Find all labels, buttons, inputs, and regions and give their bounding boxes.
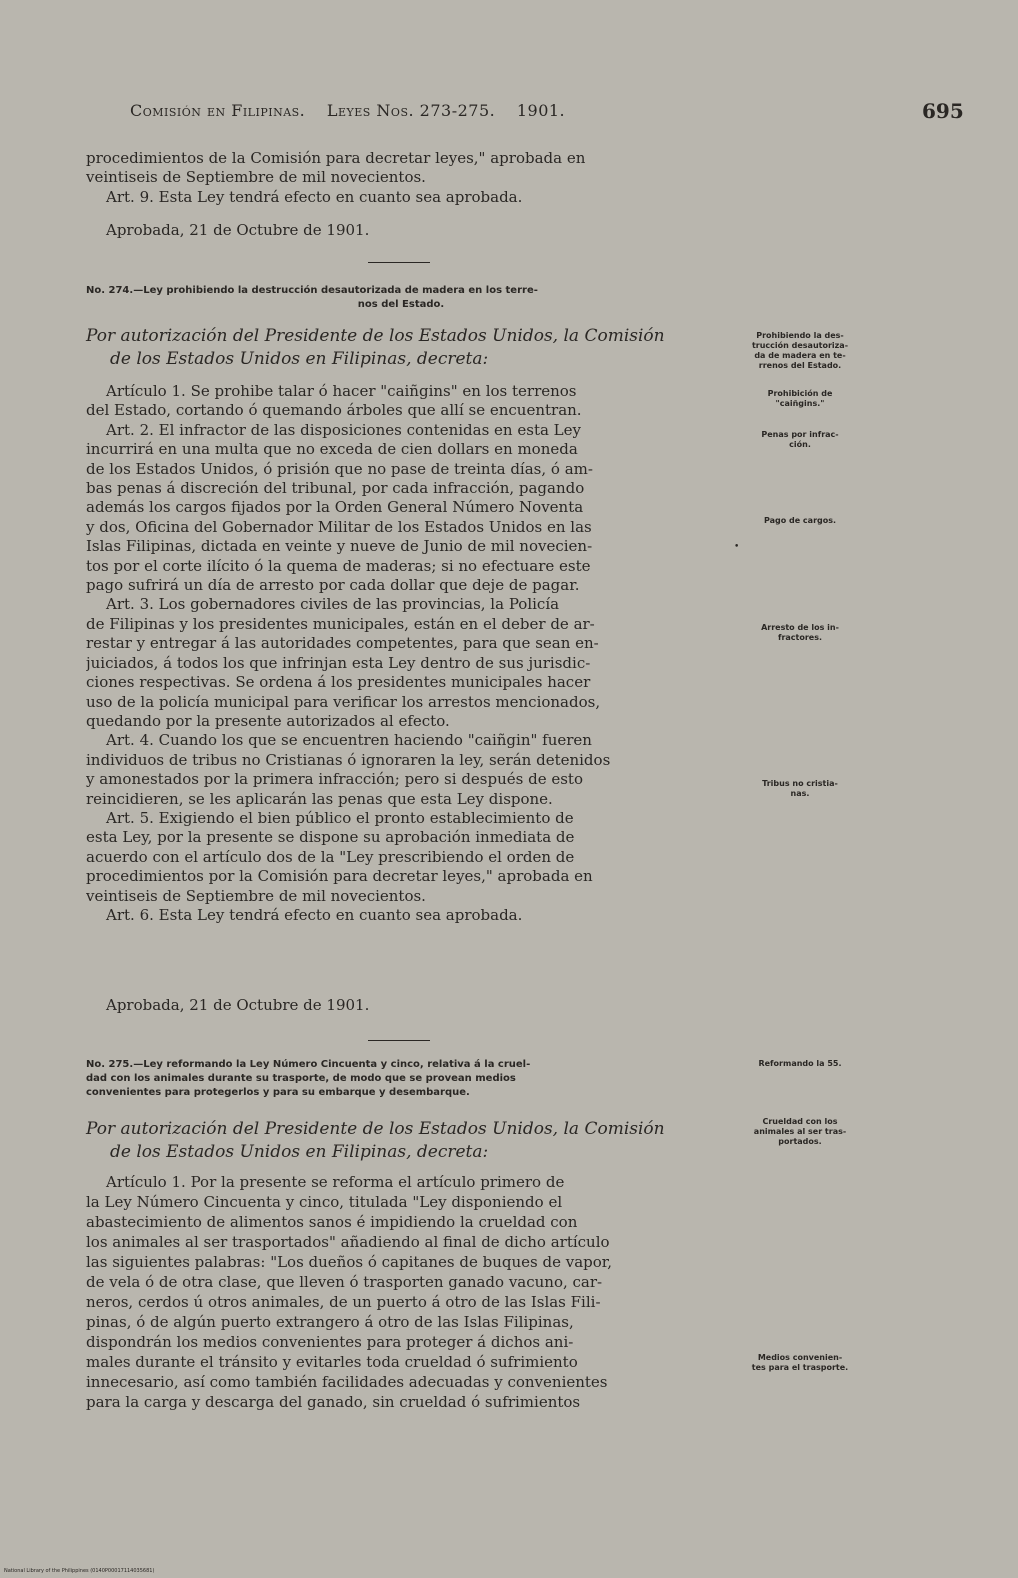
body-line: Art. 2. El infractor de las disposiciones contenidas en esta Ley [106, 420, 581, 439]
section-divider [368, 1040, 430, 1041]
header-laws: Leyes Nos. 273-275. [326, 101, 496, 120]
law-275-body [86, 1172, 716, 1412]
body-line: para la carga y descarga del ganado, sin crueldad ó sufrimientos [86, 1393, 581, 1411]
body-line: esta Ley, por la presente se dispone su aprobación inmediata de [86, 828, 575, 847]
library-footer: National Library of the Philippines (0140P00017114035681) [4, 1568, 155, 1574]
margin-note [728, 1117, 872, 1147]
body-line: acuerdo con el artículo dos de la "Ley prescribiendo el orden de [86, 847, 575, 866]
margin-note [728, 1353, 872, 1373]
body-line: de vela ó de otra clase, que lleven ó trasporten ganado vacuno, car- [86, 1273, 603, 1291]
article-9: Art. 9. Esta Ley tendrá efecto en cuanto sea aprobada. [106, 187, 523, 206]
margin-line: da de madera en te- [754, 351, 846, 360]
law-275-heading [86, 1058, 716, 1100]
header-year: 1901. [516, 101, 566, 120]
margin-line: Prohibiendo la des- [756, 331, 844, 340]
heading-line: No. 274.—Ley prohibiendo la destrucción desautorizada de madera en los terre- [86, 285, 538, 296]
margin-note [728, 623, 872, 643]
margin-line: Medios convenien- [757, 1353, 843, 1362]
law-274-body [86, 382, 716, 925]
body-line: Art. 6. Esta Ley tendrá efecto en cuanto sea aprobada. [106, 905, 523, 924]
text-line: veintiseis de Septiembre de mil novecientos. [86, 168, 426, 187]
body-line: la Ley Número Cincuenta y cinco, titulada "Ley disponiendo el [86, 1193, 563, 1211]
body-line: los animales al ser trasportados" añadiendo al final de dicho artículo [86, 1233, 610, 1251]
body-line: además los cargos fijados por la Orden General Número Noventa [86, 498, 584, 517]
margin-line: portados. [778, 1137, 822, 1146]
body-line: uso de la policía municipal para verificar los arrestos mencionados, [86, 692, 601, 711]
law-275-decree [86, 1118, 726, 1164]
margin-line: Crueldad con los [762, 1117, 838, 1126]
body-line: ciones respectivas. Se ordena á los presidentes municipales hacer [86, 673, 591, 692]
body-line: veintiseis de Septiembre de mil novecientos. [86, 886, 426, 905]
heading-line: dad con los animales durante su trasporte, de modo que se provean medios [86, 1073, 516, 1084]
margin-line: Tribus no cristia- [762, 779, 838, 788]
decree-line: Por autorización del Presidente de los Estados Unidos, la Comisión [86, 326, 665, 346]
body-line: bas penas á discreción del tribunal, por cada infracción, pagando [86, 479, 585, 498]
body-line: Art. 5. Exigiendo el bien público el pronto establecimiento de [106, 808, 574, 827]
margin-note [728, 516, 872, 526]
law-274-decree [86, 325, 726, 371]
heading-line: nos del Estado. [357, 299, 445, 310]
body-line: procedimientos por la Comisión para decretar leyes," aprobada en [86, 867, 593, 886]
body-line: de los Estados Unidos, ó prisión que no pase de treinta días, ó am- [86, 459, 593, 478]
margin-line: tes para el trasporte. [751, 1363, 849, 1372]
carryover-text [86, 149, 716, 207]
margin-line: Arresto de los in- [761, 623, 839, 632]
margin-note [728, 779, 872, 799]
margin-line: Prohibición de [767, 389, 833, 398]
margin-mark: • [734, 542, 740, 552]
body-line: Islas Filipinas, dictada en veinte y nueve de Junio de mil novecien- [86, 537, 593, 556]
margin-note [728, 331, 872, 371]
body-line: pago sufrirá un día de arresto por cada dollar que deje de pagar. [86, 576, 580, 595]
body-line: males durante el tránsito y evitarles toda crueldad ó sufrimiento [86, 1353, 578, 1371]
body-line: dispondrán los medios convenientes para proteger á dichos ani- [86, 1333, 574, 1351]
margin-line: fractores. [777, 633, 823, 642]
body-line: restar y entregar á las autoridades competentes, para que sean en- [86, 634, 599, 653]
page-number: 695 [922, 99, 964, 123]
body-line: y amonestados por la primera infracción; pero si después de esto [86, 770, 583, 789]
body-line: individuos de tribus no Cristianas ó ignoraren la ley, serán detenidos [86, 750, 611, 769]
margin-line: "caiñgins." [775, 399, 825, 408]
header-commission: Comisión en Filipinas. [130, 101, 306, 120]
body-line: Artículo 1. Por la presente se reforma el artículo primero de [106, 1173, 565, 1191]
decree-line: de los Estados Unidos en Filipinas, decreta: [110, 349, 489, 369]
body-line: juiciados, á todos los que infrinjan esta Ley dentro de sus jurisdic- [86, 653, 591, 672]
approval-line: Aprobada, 21 de Octubre de 1901. [106, 221, 370, 239]
body-line: de Filipinas y los presidentes municipales, están en el deber de ar- [86, 614, 595, 633]
heading-line: No. 275.—Ley reformando la Ley Número Cincuenta y cinco, relativa á la cruel- [86, 1059, 531, 1070]
margin-note [728, 430, 872, 450]
body-line: tos por el corte ilícito ó la quema de maderas; si no efectuare este [86, 556, 591, 575]
margin-line: Reformando la 55. [758, 1059, 842, 1068]
body-line: pinas, ó de algún puerto extrangero á otro de las Islas Filipinas, [86, 1313, 574, 1331]
body-line: innecesario, así como también facilidades adecuadas y convenientes [86, 1373, 608, 1391]
margin-line: ción. [789, 440, 811, 449]
margin-line: animales al ser tras- [753, 1127, 847, 1136]
approval-line: Aprobada, 21 de Octubre de 1901. [106, 996, 370, 1014]
body-line: Artículo 1. Se prohibe talar ó hacer "caiñgins" en los terrenos [106, 382, 577, 400]
margin-line: Pago de cargos. [763, 516, 837, 525]
margin-line: rrenos del Estado. [758, 361, 842, 370]
body-line: del Estado, cortando ó quemando árboles que allí se encuentran. [86, 401, 582, 420]
body-line: Art. 4. Cuando los que se encuentren haciendo "caiñgin" fueren [106, 731, 592, 750]
margin-note [728, 1059, 872, 1069]
body-line: las siguientes palabras: "Los dueños ó capitanes de buques de vapor, [86, 1253, 613, 1271]
heading-line: convenientes para protegerlos y para su embarque y desembarque. [86, 1087, 470, 1098]
margin-line: nas. [790, 789, 810, 798]
body-line: abastecimiento de alimentos sanos é impidiendo la crueldad con [86, 1213, 578, 1231]
body-line: neros, cerdos ú otros animales, de un puerto á otro de las Islas Fili- [86, 1293, 601, 1311]
body-line: quedando por la presente autorizados al efecto. [86, 711, 450, 730]
body-line: Art. 3. Los gobernadores civiles de las provincias, la Policía [106, 595, 560, 614]
margin-note [728, 389, 872, 409]
running-header [130, 101, 581, 120]
decree-line: Por autorización del Presidente de los Estados Unidos, la Comisión [86, 1119, 665, 1139]
decree-line: de los Estados Unidos en Filipinas, decreta: [110, 1142, 489, 1162]
law-274-heading [86, 284, 716, 312]
section-divider [368, 262, 430, 263]
body-line: incurrirá en una multa que no exceda de cien dollars en moneda [86, 440, 578, 459]
text-line: procedimientos de la Comisión para decretar leyes," aprobada en [86, 149, 586, 167]
margin-line: Penas por infrac- [761, 430, 839, 439]
margin-line: trucción desautoriza- [751, 341, 849, 350]
body-line: reincidieren, se les aplicarán las penas que esta Ley dispone. [86, 789, 553, 808]
body-line: y dos, Oficina del Gobernador Militar de los Estados Unidos en las [86, 517, 592, 536]
